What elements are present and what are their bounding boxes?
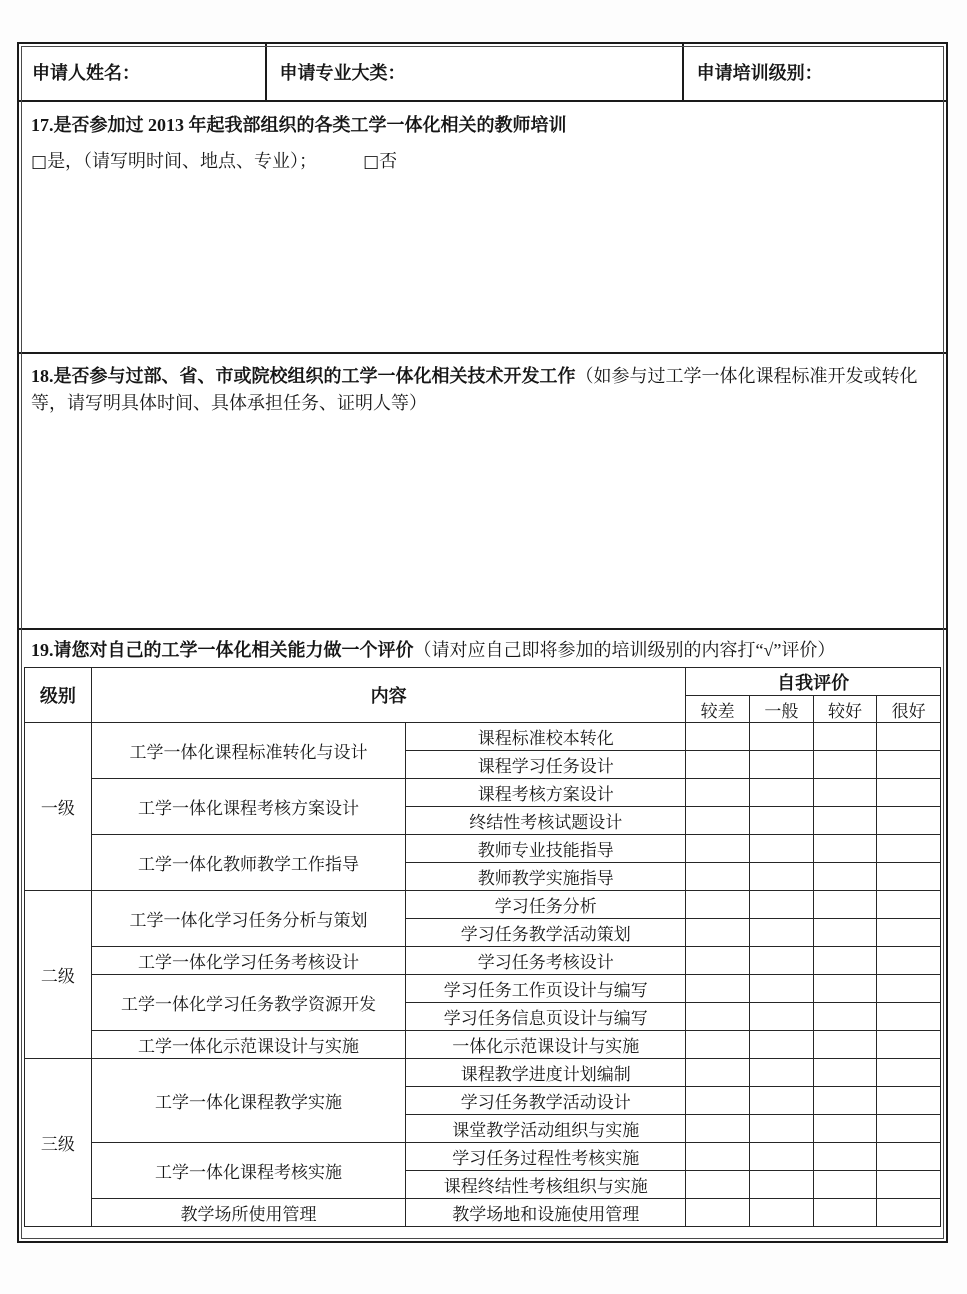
item-cell: 学习任务分析 (406, 891, 686, 919)
rating-cell-poor[interactable] (686, 1087, 750, 1115)
rating-cell-fair[interactable] (750, 1171, 814, 1199)
q17-answer-area[interactable] (31, 173, 934, 323)
table-row (25, 1199, 941, 1227)
rating-cell-excellent[interactable] (877, 807, 941, 835)
category-cell: 工学一体化课程考核实施 (91, 1143, 405, 1199)
table-row (25, 1143, 941, 1171)
level-cell: 一级 (25, 723, 92, 891)
q17-no-checkbox[interactable]: □ (363, 152, 380, 172)
rating-cell-poor[interactable] (686, 1171, 750, 1199)
rating-cell-poor[interactable] (686, 1031, 750, 1059)
item-cell: 教师教学实施指导 (406, 863, 686, 891)
rating-cell-excellent[interactable] (877, 835, 941, 863)
item-cell: 终结性考核试题设计 (406, 807, 686, 835)
question-17 (19, 102, 946, 354)
training-level-field[interactable] (684, 44, 946, 100)
rating-cell-fair[interactable] (750, 863, 814, 891)
table-row (25, 891, 941, 919)
item-cell: 课程教学进度计划编制 (406, 1059, 686, 1087)
q18-answer-area[interactable] (31, 417, 934, 607)
rating-cell-excellent[interactable] (877, 1031, 941, 1059)
item-cell: 学习任务信息页设计与编写 (406, 1003, 686, 1031)
rating-header-good: 较好 (813, 696, 877, 723)
rating-cell-excellent[interactable] (877, 947, 941, 975)
table-row (25, 1031, 941, 1059)
rating-cell-good[interactable] (813, 807, 877, 835)
rating-cell-good[interactable] (813, 1143, 877, 1171)
rating-cell-poor[interactable] (686, 723, 750, 751)
item-cell: 学习任务教学活动策划 (406, 919, 686, 947)
rating-cell-excellent[interactable] (877, 751, 941, 779)
rating-cell-poor[interactable] (686, 947, 750, 975)
rating-cell-excellent[interactable] (877, 1143, 941, 1171)
rating-cell-poor[interactable] (686, 919, 750, 947)
rating-cell-good[interactable] (813, 1003, 877, 1031)
question-18-title (31, 363, 934, 417)
rating-cell-fair[interactable] (750, 975, 814, 1003)
q17-yes-checkbox[interactable]: □ (31, 152, 48, 172)
rating-cell-excellent[interactable] (877, 1059, 941, 1087)
rating-cell-poor[interactable] (686, 779, 750, 807)
rating-cell-fair[interactable] (750, 779, 814, 807)
rating-cell-good[interactable] (813, 1199, 877, 1227)
rating-cell-poor[interactable] (686, 975, 750, 1003)
category-cell: 工学一体化学习任务考核设计 (91, 947, 405, 975)
rating-cell-good[interactable] (813, 835, 877, 863)
rating-cell-fair[interactable] (750, 835, 814, 863)
applicant-name-label: 申请人姓名： (32, 63, 140, 83)
category-cell: 工学一体化学习任务分析与策划 (91, 891, 405, 947)
item-cell: 课程标准校本转化 (406, 723, 686, 751)
item-cell: 学习任务过程性考核实施 (406, 1143, 686, 1171)
category-cell: 工学一体化学习任务教学资源开发 (91, 975, 405, 1031)
level-cell: 三级 (25, 1059, 92, 1227)
q17-yes-label: 是，（请写明时间、地点、专业）； (47, 151, 318, 171)
rating-cell-poor[interactable] (686, 863, 750, 891)
rating-cell-poor[interactable] (686, 1059, 750, 1087)
table-row (25, 723, 941, 751)
rating-cell-poor[interactable] (686, 835, 750, 863)
rating-cell-excellent[interactable] (877, 779, 941, 807)
rating-cell-fair[interactable] (750, 919, 814, 947)
rating-cell-good[interactable] (813, 975, 877, 1003)
self-evaluation-table (24, 667, 941, 1227)
rating-cell-poor[interactable] (686, 1199, 750, 1227)
rating-cell-fair[interactable] (750, 947, 814, 975)
rating-cell-good[interactable] (813, 891, 877, 919)
category-cell: 工学一体化教师教学工作指导 (91, 835, 405, 891)
q18-title-note: （如参与过工学一体化课程标准开发或转化等，请写明具体时间、具体承担任务、证明人等） (31, 366, 918, 413)
rating-cell-good[interactable] (813, 947, 877, 975)
item-cell: 一体化示范课设计与实施 (406, 1031, 686, 1059)
item-cell: 学习任务考核设计 (406, 947, 686, 975)
q19-title-bold: 19.请您对自己的工学一体化相关能力做一个评价 (31, 640, 414, 660)
rating-cell-fair[interactable] (750, 723, 814, 751)
rating-cell-fair[interactable] (750, 751, 814, 779)
evaluation-table-body (25, 723, 941, 1227)
rating-cell-good[interactable] (813, 751, 877, 779)
q19-title-note: （请对应自己即将参加的培训级别的内容打“√”评价） (413, 640, 836, 660)
rating-cell-good[interactable] (813, 1059, 877, 1087)
major-category-field[interactable] (267, 44, 684, 100)
rating-cell-good[interactable] (813, 1171, 877, 1199)
rating-cell-fair[interactable] (750, 1003, 814, 1031)
rating-cell-fair[interactable] (750, 807, 814, 835)
rating-cell-good[interactable] (813, 1087, 877, 1115)
category-cell: 教学场所使用管理 (91, 1199, 405, 1227)
question-17-options (31, 147, 934, 173)
item-cell: 教学场地和设施使用管理 (406, 1199, 686, 1227)
application-form (17, 42, 948, 1243)
table-row (25, 1059, 941, 1087)
item-cell: 学习任务教学活动设计 (406, 1087, 686, 1115)
column-header-level: 级别 (25, 668, 92, 723)
rating-header-poor: 较差 (686, 696, 750, 723)
rating-cell-excellent[interactable] (877, 1171, 941, 1199)
table-row (25, 975, 941, 1003)
rating-cell-fair[interactable] (750, 891, 814, 919)
item-cell: 学习任务工作页设计与编写 (406, 975, 686, 1003)
rating-cell-good[interactable] (813, 723, 877, 751)
rating-cell-fair[interactable] (750, 1087, 814, 1115)
item-cell: 课程学习任务设计 (406, 751, 686, 779)
rating-cell-poor[interactable] (686, 751, 750, 779)
identity-row (19, 44, 946, 102)
applicant-name-field[interactable] (19, 44, 267, 100)
level-cell: 二级 (25, 891, 92, 1059)
rating-cell-poor[interactable] (686, 891, 750, 919)
rating-cell-fair[interactable] (750, 1143, 814, 1171)
rating-cell-excellent[interactable] (877, 1003, 941, 1031)
question-17-title: 17.是否参加过 2013 年起我部组织的各类工学一体化相关的教师培训 (31, 115, 567, 135)
rating-cell-poor[interactable] (686, 1143, 750, 1171)
question-19-title (24, 636, 941, 662)
rating-cell-excellent[interactable] (877, 1115, 941, 1143)
q17-no-label: 否 (379, 151, 398, 171)
rating-cell-excellent[interactable] (877, 863, 941, 891)
rating-cell-fair[interactable] (750, 1199, 814, 1227)
item-cell: 课程终结性考核组织与实施 (406, 1171, 686, 1199)
rating-cell-fair[interactable] (750, 1031, 814, 1059)
item-cell: 课堂教学活动组织与实施 (406, 1115, 686, 1143)
table-row (25, 835, 941, 863)
rating-cell-good[interactable] (813, 779, 877, 807)
rating-cell-poor[interactable] (686, 1003, 750, 1031)
rating-cell-poor[interactable] (686, 807, 750, 835)
major-category-label: 申请专业大类： (279, 63, 406, 83)
rating-cell-good[interactable] (813, 1115, 877, 1143)
category-cell: 工学一体化课程考核方案设计 (91, 779, 405, 835)
rating-cell-excellent[interactable] (877, 891, 941, 919)
rating-cell-excellent[interactable] (877, 1199, 941, 1227)
category-cell: 工学一体化示范课设计与实施 (91, 1031, 405, 1059)
q18-title-bold: 18.是否参与过部、省、市或院校组织的工学一体化相关技术开发工作 (31, 366, 576, 386)
rating-cell-excellent[interactable] (877, 1087, 941, 1115)
rating-header-fair: 一般 (750, 696, 814, 723)
rating-cell-excellent[interactable] (877, 975, 941, 1003)
rating-cell-excellent[interactable] (877, 919, 941, 947)
rating-header-excellent: 很好 (877, 696, 941, 723)
item-cell: 课程考核方案设计 (406, 779, 686, 807)
rating-cell-fair[interactable] (750, 1059, 814, 1087)
rating-cell-fair[interactable] (750, 1115, 814, 1143)
rating-cell-excellent[interactable] (877, 723, 941, 751)
category-cell: 工学一体化课程标准转化与设计 (91, 723, 405, 779)
rating-cell-good[interactable] (813, 919, 877, 947)
table-row (25, 947, 941, 975)
table-row (25, 779, 941, 807)
question-18 (19, 354, 946, 630)
rating-cell-good[interactable] (813, 1031, 877, 1059)
question-19 (19, 630, 946, 1241)
item-cell: 教师专业技能指导 (406, 835, 686, 863)
training-level-label: 申请培训级别： (696, 63, 823, 83)
category-cell: 工学一体化课程教学实施 (91, 1059, 405, 1143)
rating-cell-good[interactable] (813, 863, 877, 891)
rating-cell-poor[interactable] (686, 1115, 750, 1143)
column-header-content: 内容 (91, 668, 685, 723)
column-header-self-eval: 自我评价 (686, 668, 941, 696)
